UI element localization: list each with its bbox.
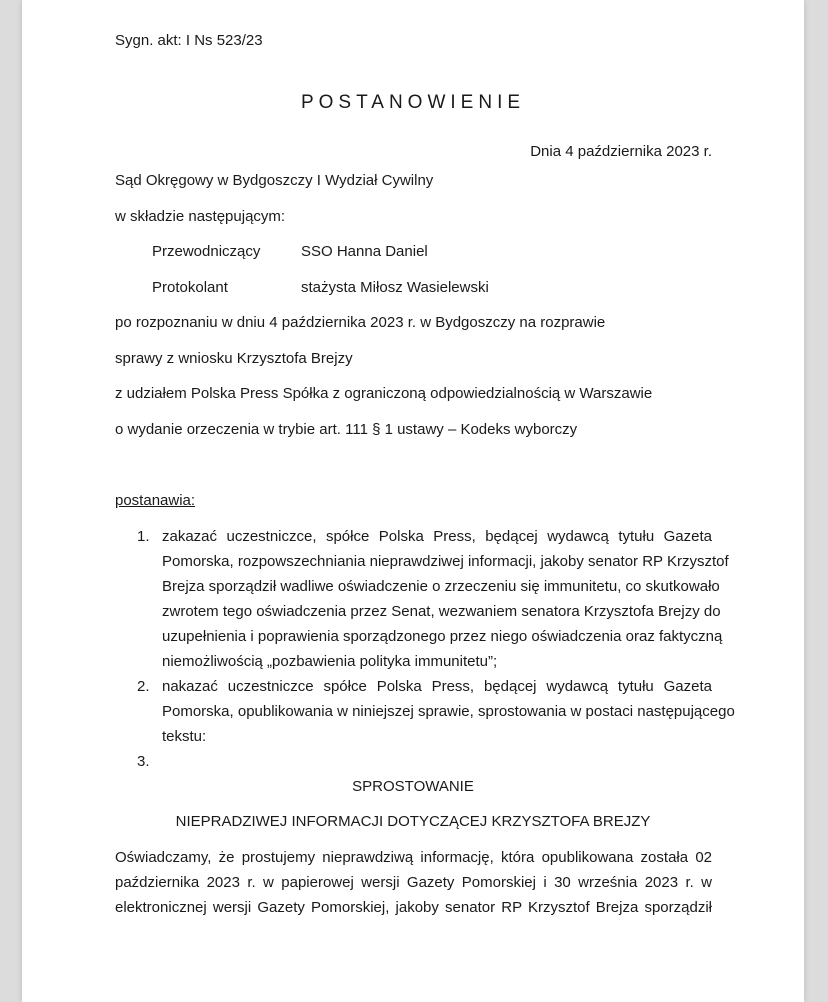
item-line: Brejza sporządził wadliwe oświadczenie o zrzeczeniu się immunitetu, co skutkowało: [162, 578, 720, 595]
list-number: 3.: [137, 753, 150, 770]
document-title: POSTANOWIENIE: [300, 92, 526, 113]
correction-line: października 2023 r. w papierowej wersji Gazety Pomorskiej i 30 września 2023 r. w: [115, 874, 712, 891]
clerk-name: stażysta Miłosz Wasielewski: [301, 279, 489, 296]
list-item: [162, 674, 735, 749]
item-line: Pomorska, rozpowszechniania nieprawdziwej informacji, jakoby senator RP Krzysztof: [162, 553, 729, 570]
intro-line: po rozpoznaniu w dniu 4 października 2023 r. w Bydgoszczy na rozprawie: [115, 314, 606, 331]
document-date: Dnia 4 października 2023 r.: [530, 143, 712, 160]
correction-body: [115, 845, 712, 920]
item-line: nakazać uczestniczce spółce Polska Press, będącej wydawcą tytułu Gazeta: [162, 678, 712, 695]
intro-line: sprawy z wniosku Krzysztofa Brejzy: [115, 350, 353, 367]
item-line: tekstu:: [162, 728, 207, 745]
composition-intro: w składzie następującym:: [115, 208, 286, 225]
decision-heading: postanawia:: [115, 492, 196, 509]
item-line: Pomorska, opublikowania w niniejszej sprawie, sprostowania w postaci następującego: [162, 703, 735, 720]
correction-heading: SPROSTOWANIE: [352, 778, 474, 795]
document-page: [22, 0, 804, 1002]
item-line: zwrotem tego oświadczenia przez Senat, wezwaniem senatora Krzysztofa Brejzy do: [162, 603, 721, 620]
clerk-role: Protokolant: [152, 279, 228, 296]
item-line: niemożliwością „pozbawienia polityka immunitetu”;: [162, 653, 498, 670]
correction-subheading: NIEPRADZIWEJ INFORMACJI DOTYCZĄCEJ KRZYSZTOFA BREJZY: [175, 813, 651, 830]
chair-role: Przewodniczący: [152, 243, 261, 260]
list-number: 1.: [137, 528, 150, 545]
case-signature: Sygn. akt: I Ns 523/23: [115, 32, 263, 49]
item-line: zakazać uczestniczce, spółce Polska Press, będącej wydawcą tytułu Gazeta: [162, 528, 712, 545]
court-name: Sąd Okręgowy w Bydgoszczy I Wydział Cywilny: [115, 172, 434, 189]
chair-name: SSO Hanna Daniel: [301, 243, 428, 260]
intro-line: o wydanie orzeczenia w trybie art. 111 § 1 ustawy – Kodeks wyborczy: [115, 421, 578, 438]
list-number: 2.: [137, 678, 150, 695]
intro-line: z udziałem Polska Press Spółka z ograniczoną odpowiedzialnością w Warszawie: [115, 385, 653, 402]
list-item: [162, 524, 729, 674]
correction-line: elektronicznej wersji Gazety Pomorskiej, jakoby senator RP Krzysztof Brejza sporządził: [115, 899, 712, 916]
item-line: uzupełnienia i poprawienia sporządzonego przez niego oświadczenia oraz faktyczną: [162, 628, 723, 645]
correction-line: Oświadczamy, że prostujemy nieprawdziwą informację, która opublikowana została 02: [115, 849, 712, 866]
